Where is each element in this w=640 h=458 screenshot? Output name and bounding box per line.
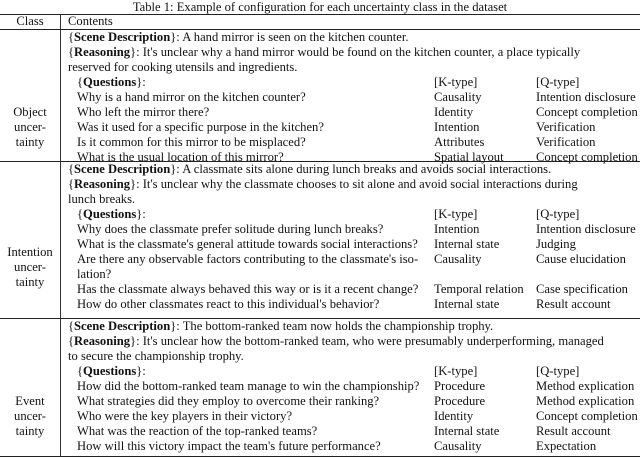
- k-type-value: Causality: [434, 90, 482, 104]
- reasoning: [68, 334, 604, 349]
- question-text: How do other classmates react to this individual's behavior?: [77, 297, 380, 311]
- class-label-line: tainty: [15, 424, 45, 438]
- scene-description-text: : A classmate sits alone during lunch breaks and avoids social interactions.: [176, 162, 552, 176]
- brace: }: [170, 319, 177, 333]
- q-type-value: Method explication: [536, 379, 635, 393]
- questions-heading-label: Questions: [83, 364, 137, 378]
- q-type-heading: [Q-type]: [536, 207, 580, 221]
- column-divider: [60, 14, 61, 456]
- question-text: lation?: [77, 267, 112, 281]
- brace: {: [68, 319, 75, 333]
- reasoning-text: : It's unclear why the classmate chooses to sit alone and avoid social interactions during: [136, 177, 578, 191]
- brace: }: [130, 45, 137, 59]
- question-text: Has the classmate always behaved this way or is it a recent change?: [77, 282, 419, 296]
- k-type-value: Intention: [434, 120, 480, 134]
- scene-description-text: : The bottom-ranked team now holds the championship trophy.: [176, 319, 494, 333]
- class-label-line: uncer-: [14, 120, 46, 134]
- question-text: What is the classmate's general attitude towards social interactions?: [77, 237, 418, 251]
- class-label: [0, 394, 60, 439]
- class-label-line: Intention: [7, 245, 53, 259]
- k-type-value: Internal state: [434, 237, 500, 251]
- q-type-heading: [Q-type]: [536, 75, 580, 89]
- reasoning: [68, 177, 578, 192]
- q-type-value: Verification: [536, 135, 596, 149]
- brace: }: [130, 177, 137, 191]
- brace: {: [77, 364, 84, 378]
- question-text: Who were the key players in their victory?: [77, 409, 293, 423]
- class-label-line: tainty: [15, 135, 45, 149]
- bottom-rule: [0, 456, 640, 457]
- questions-heading-text: :: [142, 75, 146, 89]
- k-type-value: Identity: [434, 105, 474, 119]
- brace: {: [68, 162, 75, 176]
- q-type-value: Cause elucidation: [536, 252, 626, 266]
- q-type-value: Method explication: [536, 394, 635, 408]
- reasoning-label: Reasoning: [74, 334, 131, 348]
- k-type-value: Internal state: [434, 424, 500, 438]
- reasoning: [68, 45, 580, 60]
- question-text: Why is a hand mirror on the kitchen counter?: [77, 90, 306, 104]
- q-type-value: Concept completion: [536, 105, 638, 119]
- q-type-value: Judging: [536, 237, 576, 251]
- question-text: Why does the classmate prefer solitude during lunch breaks?: [77, 222, 384, 236]
- scene-description-text: : A hand mirror is seen on the kitchen counter.: [176, 30, 409, 44]
- k-type-value: Temporal relation: [434, 282, 524, 296]
- questions-heading-text: :: [142, 207, 146, 221]
- questions-heading-text: :: [142, 364, 146, 378]
- reasoning-continued: reserved for cooking utensils and ingredients.: [68, 60, 298, 74]
- brace: {: [77, 207, 84, 221]
- k-type-value: Attributes: [434, 135, 485, 149]
- table-caption: Table 1: Example of configuration for each uncertainty class in the dataset: [132, 0, 508, 14]
- q-type-value: Result account: [536, 424, 611, 438]
- reasoning-text: : It's unclear why a hand mirror would be found on the kitchen counter, a place typically: [136, 45, 581, 59]
- question-text: What was the reaction of the top-ranked teams?: [77, 424, 318, 438]
- class-label-line: tainty: [15, 275, 45, 289]
- questions-heading-label: Questions: [83, 207, 137, 221]
- class-label-line: uncer-: [14, 260, 46, 274]
- scene-description: [68, 162, 551, 177]
- questions-heading-label: Questions: [83, 75, 137, 89]
- q-type-value: Intention disclosure: [536, 90, 636, 104]
- scene-description: [68, 30, 409, 45]
- q-type-heading: [Q-type]: [536, 364, 580, 378]
- question-text: Is it common for this mirror to be misplaced?: [77, 135, 306, 149]
- q-type-value: Intention disclosure: [536, 222, 636, 236]
- brace: {: [77, 75, 84, 89]
- reasoning-continued: to secure the championship trophy.: [68, 349, 244, 363]
- questions-heading: [77, 207, 146, 222]
- k-type-value: Procedure: [434, 394, 486, 408]
- reasoning-label: Reasoning: [74, 177, 131, 191]
- class-label: [0, 245, 60, 290]
- brace: {: [68, 177, 75, 191]
- class-label-line: uncer-: [14, 409, 46, 423]
- q-type-value: Expectation: [536, 439, 597, 453]
- question-text: What strategies did they employ to overcome their ranking?: [77, 394, 380, 408]
- k-type-value: Intention: [434, 222, 480, 236]
- k-type-value: Identity: [434, 409, 474, 423]
- reasoning-label: Reasoning: [74, 45, 131, 59]
- reasoning-continued: lunch breaks.: [68, 192, 136, 206]
- k-type-heading: [K-type]: [434, 207, 478, 221]
- brace: }: [136, 75, 143, 89]
- k-type-value: Causality: [434, 439, 482, 453]
- header-class: Class: [16, 14, 44, 28]
- question-text: Are there any observable factors contributing to the classmate's iso-: [77, 252, 419, 266]
- brace: }: [170, 30, 177, 44]
- scene-description-label: Scene Description: [74, 30, 171, 44]
- header-contents: Contents: [68, 14, 113, 28]
- brace: }: [170, 162, 177, 176]
- k-type-value: Causality: [434, 252, 482, 266]
- brace: {: [68, 30, 75, 44]
- brace: }: [130, 334, 137, 348]
- brace: {: [68, 334, 75, 348]
- scene-description-label: Scene Description: [74, 162, 171, 176]
- questions-heading: [77, 364, 146, 379]
- q-type-value: Case specification: [536, 282, 628, 296]
- reasoning-text: : It's unclear how the bottom-ranked team, who were presumably underperforming, managed: [136, 334, 604, 348]
- question-text: Was it used for a specific purpose in the kitchen?: [77, 120, 324, 134]
- k-type-value: Spatial layout: [434, 150, 504, 164]
- question-text: Who left the mirror there?: [77, 105, 210, 119]
- k-type-value: Procedure: [434, 379, 486, 393]
- question-text: How did the bottom-ranked team manage to win the championship?: [77, 379, 420, 393]
- q-type-value: Result account: [536, 297, 611, 311]
- question-text: How will this victory impact the team's future performance?: [77, 439, 381, 453]
- class-label: [0, 105, 60, 150]
- k-type-heading: [K-type]: [434, 75, 478, 89]
- class-label-line: Event: [15, 394, 45, 408]
- scene-description-label: Scene Description: [74, 319, 171, 333]
- question-text: What is the usual location of this mirror?: [77, 150, 284, 164]
- brace: {: [68, 45, 75, 59]
- questions-heading: [77, 75, 146, 90]
- q-type-value: Concept completion: [536, 150, 638, 164]
- q-type-value: Concept completion: [536, 409, 638, 423]
- k-type-value: Internal state: [434, 297, 500, 311]
- brace: }: [136, 364, 143, 378]
- scene-description: [68, 319, 493, 334]
- q-type-value: Verification: [536, 120, 596, 134]
- brace: }: [136, 207, 143, 221]
- k-type-heading: [K-type]: [434, 364, 478, 378]
- class-label-line: Object: [13, 105, 47, 119]
